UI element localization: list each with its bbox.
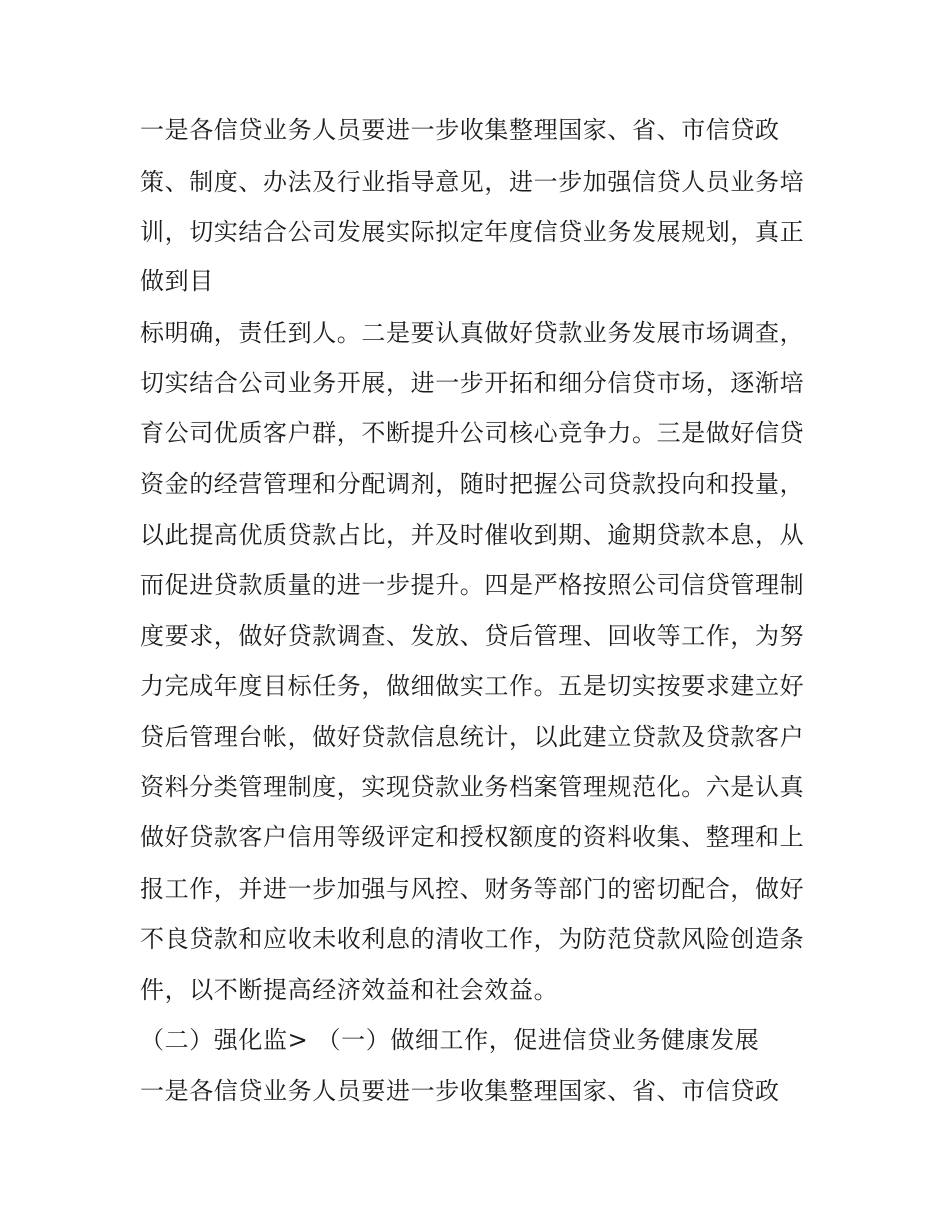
text-line: 切实结合公司业务开展，进一步开拓和细分信贷市场，逐渐培 [140, 369, 805, 397]
text-line: 不良贷款和应收未收利息的清收工作，为防范贷款风险创造条 [140, 925, 805, 953]
text-line: 策、制度、办法及行业指导意见，进一步加强信贷人员业务培 [140, 168, 805, 196]
text-line: 报工作，并进一步加强与风控、财务等部门的密切配合，做好 [140, 875, 805, 903]
text-line: 度要求，做好贷款调查、发放、贷后管理、回收等工作，为努 [140, 622, 805, 650]
text-line: 件，以不断提高经济效益和社会效益。 [140, 976, 559, 1004]
text-line: 做好贷款客户信用等级评定和授权额度的资料收集、整理和上 [140, 823, 805, 851]
text-line: 育公司优质客户群，不断提升公司核心竞争力。三是做好信贷 [140, 419, 805, 447]
text-line: 一是各信贷业务人员要进一步收集整理国家、省、市信贷政 [140, 1077, 780, 1105]
text-line: 训，切实结合公司发展实际拟定年度信贷业务发展规划，真正 [140, 218, 805, 246]
text-line: 做到目 [140, 267, 214, 295]
text-line: 力完成年度目标任务，做细做实工作。五是切实按要求建立好 [140, 672, 805, 700]
section-heading: （二）强化监> （一）做细工作，促进信贷业务健康发展 [140, 1026, 760, 1054]
text-line: 以此提高优质贷款占比，并及时催收到期、逾期贷款本息，从 [140, 521, 805, 549]
text-line: 而促进贷款质量的进一步提升。四是严格按照公司信贷管理制 [140, 571, 805, 599]
text-line: 资料分类管理制度，实现贷款业务档案管理规范化。六是认真 [140, 773, 805, 801]
text-line: 贷后管理台帐，做好贷款信息统计，以此建立贷款及贷款客户 [140, 723, 805, 751]
text-line: 标明确，责任到人。二是要认真做好贷款业务发展市场调查， [140, 319, 805, 347]
text-line: 一是各信贷业务人员要进一步收集整理国家、省、市信贷政 [140, 116, 780, 144]
text-line: 资金的经营管理和分配调剂，随时把握公司贷款投向和投量， [140, 470, 805, 498]
